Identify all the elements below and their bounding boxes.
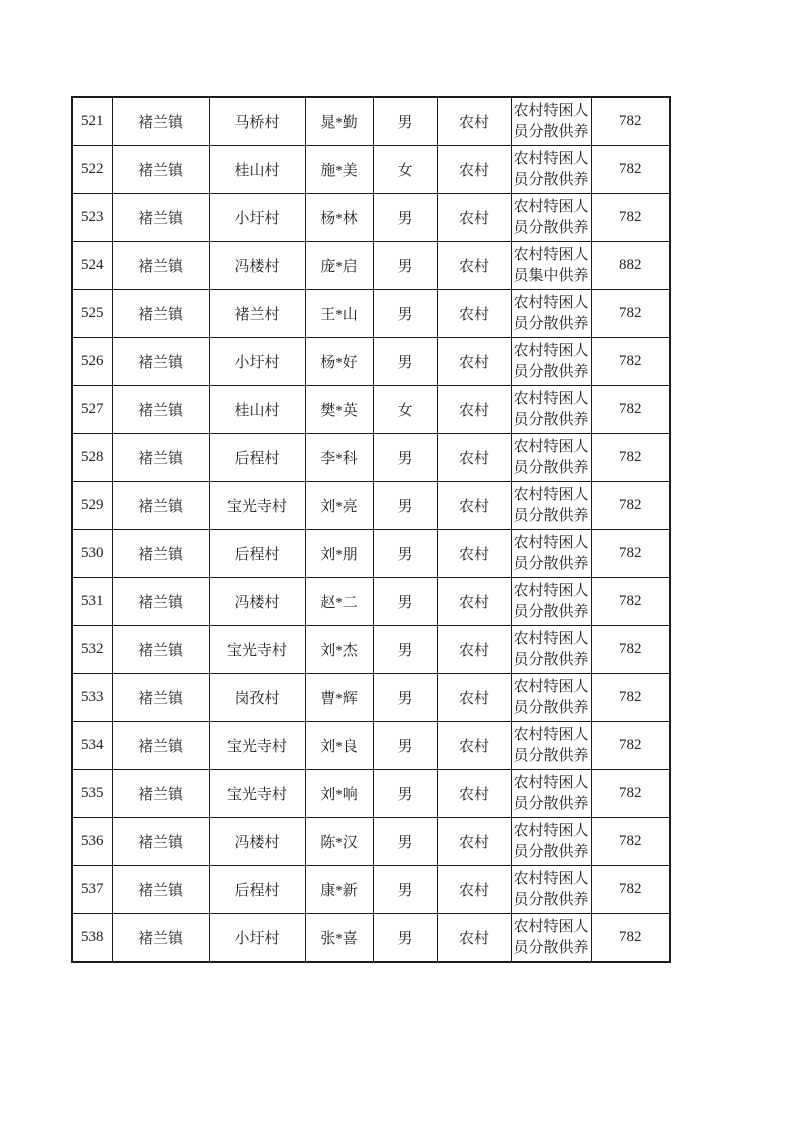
cell-serial: 536 <box>72 818 112 866</box>
cell-category: 农村特困人员分散供养 <box>511 290 591 338</box>
cell-amount: 782 <box>591 194 670 242</box>
table-row <box>72 434 670 482</box>
cell-amount: 782 <box>591 482 670 530</box>
cell-name: 刘*杰 <box>305 626 373 674</box>
cell-category: 农村特困人员集中供养 <box>511 242 591 290</box>
cell-town: 褚兰镇 <box>112 290 209 338</box>
cell-serial: 522 <box>72 146 112 194</box>
cell-residence: 农村 <box>437 194 511 242</box>
cell-village: 冯楼村 <box>209 242 305 290</box>
cell-town: 褚兰镇 <box>112 146 209 194</box>
cell-name: 张*喜 <box>305 914 373 963</box>
cell-amount: 882 <box>591 242 670 290</box>
cell-category: 农村特困人员分散供养 <box>511 770 591 818</box>
cell-amount: 782 <box>591 578 670 626</box>
cell-gender: 男 <box>373 242 437 290</box>
cell-town: 褚兰镇 <box>112 97 209 146</box>
table-row <box>72 626 670 674</box>
cell-category: 农村特困人员分散供养 <box>511 578 591 626</box>
cell-village: 宝光寺村 <box>209 626 305 674</box>
cell-gender: 男 <box>373 914 437 963</box>
cell-serial: 535 <box>72 770 112 818</box>
cell-amount: 782 <box>591 770 670 818</box>
cell-category: 农村特困人员分散供养 <box>511 818 591 866</box>
table-row <box>72 194 670 242</box>
cell-village: 冯楼村 <box>209 578 305 626</box>
cell-village: 桂山村 <box>209 386 305 434</box>
cell-village: 桂山村 <box>209 146 305 194</box>
cell-residence: 农村 <box>437 818 511 866</box>
cell-name: 樊*英 <box>305 386 373 434</box>
cell-town: 褚兰镇 <box>112 866 209 914</box>
cell-village: 宝光寺村 <box>209 482 305 530</box>
cell-serial: 527 <box>72 386 112 434</box>
cell-amount: 782 <box>591 386 670 434</box>
cell-name: 晁*勤 <box>305 97 373 146</box>
table-row <box>72 386 670 434</box>
table-row <box>72 242 670 290</box>
table-row <box>72 674 670 722</box>
cell-serial: 526 <box>72 338 112 386</box>
cell-town: 褚兰镇 <box>112 626 209 674</box>
table-row <box>72 818 670 866</box>
table-row <box>72 97 670 146</box>
cell-town: 褚兰镇 <box>112 482 209 530</box>
cell-name: 李*科 <box>305 434 373 482</box>
cell-town: 褚兰镇 <box>112 818 209 866</box>
cell-serial: 523 <box>72 194 112 242</box>
cell-residence: 农村 <box>437 338 511 386</box>
cell-village: 岗孜村 <box>209 674 305 722</box>
cell-town: 褚兰镇 <box>112 674 209 722</box>
cell-gender: 男 <box>373 674 437 722</box>
welfare-table <box>71 96 671 963</box>
table-row <box>72 146 670 194</box>
cell-town: 褚兰镇 <box>112 338 209 386</box>
cell-residence: 农村 <box>437 770 511 818</box>
cell-residence: 农村 <box>437 674 511 722</box>
cell-residence: 农村 <box>437 97 511 146</box>
cell-name: 刘*响 <box>305 770 373 818</box>
table-row <box>72 914 670 963</box>
cell-category: 农村特困人员分散供养 <box>511 386 591 434</box>
cell-amount: 782 <box>591 626 670 674</box>
table-row <box>72 578 670 626</box>
cell-gender: 男 <box>373 866 437 914</box>
cell-category: 农村特困人员分散供养 <box>511 674 591 722</box>
cell-village: 马桥村 <box>209 97 305 146</box>
cell-town: 褚兰镇 <box>112 530 209 578</box>
cell-name: 王*山 <box>305 290 373 338</box>
cell-name: 赵*二 <box>305 578 373 626</box>
cell-serial: 532 <box>72 626 112 674</box>
cell-name: 刘*良 <box>305 722 373 770</box>
cell-serial: 521 <box>72 97 112 146</box>
cell-gender: 男 <box>373 626 437 674</box>
cell-amount: 782 <box>591 674 670 722</box>
cell-residence: 农村 <box>437 290 511 338</box>
cell-amount: 782 <box>591 722 670 770</box>
cell-residence: 农村 <box>437 578 511 626</box>
cell-town: 褚兰镇 <box>112 386 209 434</box>
cell-serial: 538 <box>72 914 112 963</box>
cell-residence: 农村 <box>437 146 511 194</box>
cell-amount: 782 <box>591 338 670 386</box>
cell-category: 农村特困人员分散供养 <box>511 530 591 578</box>
cell-town: 褚兰镇 <box>112 194 209 242</box>
cell-gender: 男 <box>373 818 437 866</box>
cell-serial: 528 <box>72 434 112 482</box>
cell-town: 褚兰镇 <box>112 914 209 963</box>
cell-gender: 男 <box>373 770 437 818</box>
cell-gender: 女 <box>373 386 437 434</box>
cell-serial: 534 <box>72 722 112 770</box>
cell-town: 褚兰镇 <box>112 242 209 290</box>
cell-serial: 533 <box>72 674 112 722</box>
cell-gender: 男 <box>373 530 437 578</box>
cell-residence: 农村 <box>437 386 511 434</box>
cell-residence: 农村 <box>437 626 511 674</box>
cell-residence: 农村 <box>437 242 511 290</box>
cell-village: 后程村 <box>209 866 305 914</box>
cell-category: 农村特困人员分散供养 <box>511 626 591 674</box>
table-body <box>72 97 670 962</box>
cell-name: 施*美 <box>305 146 373 194</box>
cell-village: 小圩村 <box>209 194 305 242</box>
cell-category: 农村特困人员分散供养 <box>511 482 591 530</box>
table-row <box>72 338 670 386</box>
cell-amount: 782 <box>591 818 670 866</box>
cell-serial: 531 <box>72 578 112 626</box>
table-row <box>72 530 670 578</box>
cell-town: 褚兰镇 <box>112 434 209 482</box>
cell-serial: 530 <box>72 530 112 578</box>
cell-gender: 男 <box>373 290 437 338</box>
cell-amount: 782 <box>591 290 670 338</box>
cell-amount: 782 <box>591 530 670 578</box>
cell-gender: 女 <box>373 146 437 194</box>
cell-village: 后程村 <box>209 530 305 578</box>
cell-name: 陈*汉 <box>305 818 373 866</box>
cell-residence: 农村 <box>437 866 511 914</box>
cell-name: 杨*好 <box>305 338 373 386</box>
cell-name: 康*新 <box>305 866 373 914</box>
cell-name: 杨*林 <box>305 194 373 242</box>
cell-category: 农村特困人员分散供养 <box>511 97 591 146</box>
cell-village: 宝光寺村 <box>209 770 305 818</box>
table-row <box>72 866 670 914</box>
cell-gender: 男 <box>373 434 437 482</box>
table-row <box>72 770 670 818</box>
cell-village: 小圩村 <box>209 338 305 386</box>
cell-town: 褚兰镇 <box>112 770 209 818</box>
cell-category: 农村特困人员分散供养 <box>511 338 591 386</box>
cell-category: 农村特困人员分散供养 <box>511 914 591 963</box>
cell-residence: 农村 <box>437 914 511 963</box>
table-row <box>72 290 670 338</box>
cell-amount: 782 <box>591 97 670 146</box>
cell-name: 刘*亮 <box>305 482 373 530</box>
cell-gender: 男 <box>373 97 437 146</box>
cell-amount: 782 <box>591 914 670 963</box>
cell-category: 农村特困人员分散供养 <box>511 146 591 194</box>
cell-gender: 男 <box>373 338 437 386</box>
cell-residence: 农村 <box>437 530 511 578</box>
cell-name: 曹*辉 <box>305 674 373 722</box>
cell-town: 褚兰镇 <box>112 722 209 770</box>
cell-amount: 782 <box>591 146 670 194</box>
cell-residence: 农村 <box>437 434 511 482</box>
table-row <box>72 722 670 770</box>
cell-residence: 农村 <box>437 722 511 770</box>
cell-category: 农村特困人员分散供养 <box>511 722 591 770</box>
cell-gender: 男 <box>373 482 437 530</box>
cell-village: 后程村 <box>209 434 305 482</box>
cell-serial: 529 <box>72 482 112 530</box>
cell-name: 刘*朋 <box>305 530 373 578</box>
cell-serial: 525 <box>72 290 112 338</box>
cell-amount: 782 <box>591 866 670 914</box>
cell-residence: 农村 <box>437 482 511 530</box>
cell-amount: 782 <box>591 434 670 482</box>
cell-gender: 男 <box>373 194 437 242</box>
cell-village: 褚兰村 <box>209 290 305 338</box>
cell-gender: 男 <box>373 578 437 626</box>
cell-gender: 男 <box>373 722 437 770</box>
cell-category: 农村特困人员分散供养 <box>511 866 591 914</box>
cell-category: 农村特困人员分散供养 <box>511 434 591 482</box>
cell-serial: 537 <box>72 866 112 914</box>
cell-name: 庞*启 <box>305 242 373 290</box>
cell-village: 冯楼村 <box>209 818 305 866</box>
cell-village: 小圩村 <box>209 914 305 963</box>
table-row <box>72 482 670 530</box>
cell-village: 宝光寺村 <box>209 722 305 770</box>
cell-category: 农村特困人员分散供养 <box>511 194 591 242</box>
cell-serial: 524 <box>72 242 112 290</box>
cell-town: 褚兰镇 <box>112 578 209 626</box>
